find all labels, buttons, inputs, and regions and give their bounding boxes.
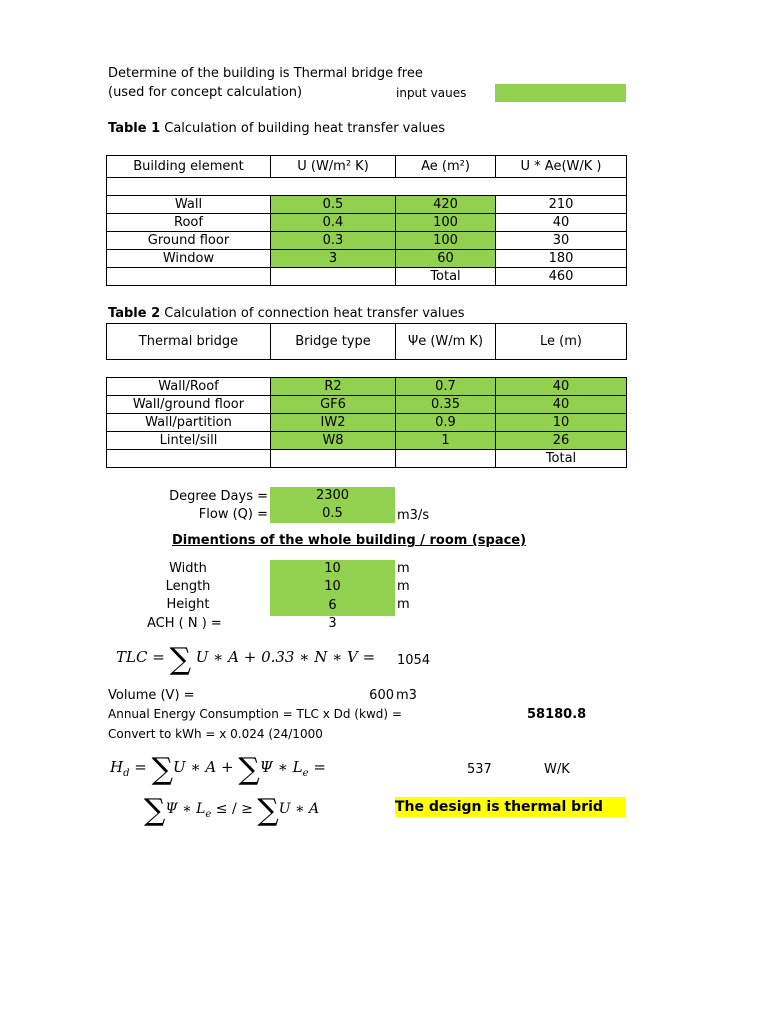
energy-label: Annual Energy Consumption = TLC x Dd (kwd) = (108, 707, 402, 721)
ua-cell: 30 (496, 232, 627, 250)
psi-input[interactable]: 1 (396, 432, 496, 450)
hd-formula-u: U ∗ A + (173, 758, 239, 776)
u-value-input[interactable]: 0.3 (271, 232, 396, 250)
degree-days-label: Degree Days = (169, 489, 268, 504)
hd-formula-left: H (110, 758, 124, 776)
length-input[interactable]: 10 (270, 578, 395, 596)
total-label: Total (396, 268, 496, 286)
table2-caption-bold: Table 2 (108, 306, 161, 321)
compare-formula (144, 793, 320, 828)
result-banner: The design is thermal brid (395, 797, 626, 817)
compare-formula-sub: e (205, 808, 212, 820)
table2-header-cell: Bridge type (271, 324, 396, 360)
volume-value: 600 (369, 688, 394, 703)
flow-label: Flow (Q) = (198, 507, 268, 522)
doc-subtitle: (used for concept calculation) (108, 85, 303, 100)
sum-icon: ∑ (238, 752, 260, 787)
doc-title: Determine of the building is Thermal bridge free (108, 66, 423, 81)
hd-formula-mid: = (129, 758, 152, 776)
ua-cell: 180 (496, 250, 627, 268)
length-input[interactable]: 10 (496, 414, 627, 432)
table-row (107, 396, 627, 414)
volume-label: Volume (V) = (108, 688, 195, 703)
tlc-formula-left: TLC = (116, 648, 165, 666)
length-input[interactable]: 40 (496, 396, 627, 414)
element-cell: Ground floor (107, 232, 271, 250)
length-label: Length (165, 579, 211, 594)
sum-icon: ∑ (169, 642, 191, 677)
empty-cell (107, 268, 271, 286)
table1-total-row (107, 268, 627, 286)
element-cell: Wall (107, 196, 271, 214)
table2-header (106, 323, 627, 360)
table1-header-cell: U * Ae(W/K ) (496, 156, 627, 178)
bridge-type-input[interactable]: IW2 (271, 414, 396, 432)
psi-input[interactable]: 0.9 (396, 414, 496, 432)
height-unit: m (397, 597, 410, 612)
bridge-cell: Lintel/sill (107, 432, 271, 450)
bridge-type-input[interactable]: R2 (271, 378, 396, 396)
table2-header-cell: Le (m) (496, 324, 627, 360)
hd-formula (110, 752, 326, 787)
width-input[interactable]: 10 (270, 560, 395, 578)
convert-label: Convert to kWh = x 0.024 (24/1000 (108, 727, 323, 741)
empty-cell (271, 268, 396, 286)
bridge-type-input[interactable]: W8 (271, 432, 396, 450)
legend-label: input vaues (396, 86, 467, 100)
sum-icon: ∑ (257, 793, 279, 828)
compare-formula-u: U ∗ A (278, 801, 320, 817)
bridge-type-input[interactable]: GF6 (271, 396, 396, 414)
table1-caption (108, 121, 445, 136)
width-label: Width (169, 561, 207, 576)
width-unit: m (397, 561, 410, 576)
sum-icon: ∑ (151, 752, 174, 787)
empty-cell (107, 450, 271, 468)
element-cell: Window (107, 250, 271, 268)
height-label: Height (166, 597, 210, 612)
empty-cell (271, 450, 396, 468)
hd-value: 537 (467, 762, 492, 777)
table1-header-cell: Building element (107, 156, 271, 178)
table-row (107, 378, 627, 396)
psi-input[interactable]: 0.7 (396, 378, 496, 396)
bridge-cell: Wall/ground floor (107, 396, 271, 414)
empty-cell (396, 450, 496, 468)
ua-cell: 40 (496, 214, 627, 232)
element-cell: Roof (107, 214, 271, 232)
table-row (107, 432, 627, 450)
bridge-cell: Wall/partition (107, 414, 271, 432)
table-row (107, 196, 627, 214)
u-value-input[interactable]: 0.5 (271, 196, 396, 214)
table1-spacer-row (107, 178, 627, 196)
area-input[interactable]: 420 (396, 196, 496, 214)
u-value-input[interactable]: 3 (271, 250, 396, 268)
table1 (106, 155, 627, 286)
hd-formula-end: = (308, 758, 326, 776)
tlc-value: 1054 (397, 653, 431, 668)
ua-cell: 210 (496, 196, 627, 214)
table-row (107, 232, 627, 250)
dimensions-title: Dimentions of the whole building / room (space) (172, 533, 527, 548)
tlc-formula (116, 642, 376, 677)
table2-caption (108, 306, 465, 321)
area-input[interactable]: 100 (396, 214, 496, 232)
table2-caption-text: Calculation of connection heat transfer values (160, 306, 465, 321)
hd-formula-psi-sub: e (302, 768, 309, 779)
table1-header-cell: U (W/m² K) (271, 156, 396, 178)
psi-input[interactable]: 0.35 (396, 396, 496, 414)
degree-days-input[interactable]: 2300 (270, 487, 395, 505)
total-value: 460 (496, 268, 627, 286)
energy-value: 58180.8 (527, 707, 587, 722)
table1-caption-text: Calculation of building heat transfer values (160, 121, 445, 136)
area-input[interactable]: 100 (396, 232, 496, 250)
length-unit: m (397, 579, 410, 594)
tlc-formula-right: U ∗ A + 0.33 ∗ N ∗ V = (195, 648, 376, 666)
legend-green-swatch (495, 84, 626, 102)
hd-unit: W/K (544, 762, 570, 777)
compare-formula-psi: Ψ ∗ L (165, 801, 206, 817)
table2-header-row (107, 324, 627, 360)
flow-input[interactable]: 0.5 (270, 505, 395, 523)
table2-header-cell: Ψe (W/m K) (396, 324, 496, 360)
table1-spacer-cell (107, 178, 627, 196)
hd-formula-sub: d (123, 768, 130, 779)
ach-label: ACH ( N ) = (147, 616, 222, 631)
length-input[interactable]: 40 (496, 378, 627, 396)
table2 (106, 377, 627, 468)
table2-header-cell: Thermal bridge (107, 324, 271, 360)
ach-value: 3 (328, 616, 337, 631)
total-label: Total (496, 450, 627, 468)
table-row (107, 214, 627, 232)
hd-formula-psi: Ψ ∗ L (259, 758, 303, 776)
bridge-cell: Wall/Roof (107, 378, 271, 396)
table1-caption-bold: Table 1 (108, 121, 161, 136)
table2-total-row (107, 450, 627, 468)
compare-formula-mid: ≤ / ≥ (211, 801, 258, 817)
flow-unit: m3/s (397, 508, 430, 523)
volume-unit: m3 (396, 688, 417, 703)
table1-header-row (107, 156, 627, 178)
sum-icon: ∑ (144, 793, 166, 828)
table-row (107, 250, 627, 268)
length-input[interactable]: 26 (496, 432, 627, 450)
area-input[interactable]: 60 (396, 250, 496, 268)
u-value-input[interactable]: 0.4 (271, 214, 396, 232)
height-input[interactable]: 6 (270, 596, 395, 616)
table1-header-cell: Ae (m²) (396, 156, 496, 178)
table-row (107, 414, 627, 432)
